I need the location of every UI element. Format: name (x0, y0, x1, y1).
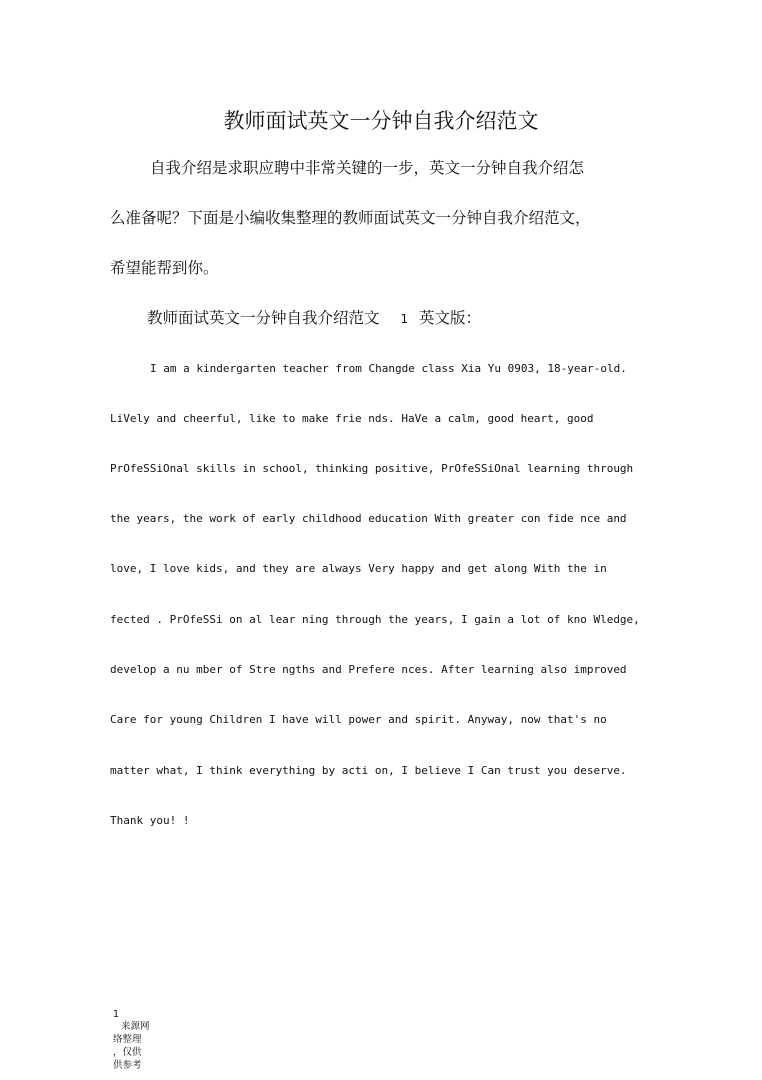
english-line-5: love, I love kids, and they are always Very happy and get along With the in (110, 562, 607, 575)
footer-note-line-2: 络整理 (113, 1034, 142, 1045)
english-line-9: matter what, I think everything by acti on, I believe I Can trust you deserve. (110, 764, 627, 777)
page-number: 1 (113, 1009, 120, 1020)
footer-note-line-3: ，仅供 (113, 1047, 142, 1058)
english-line-6: fected . PrOfeSSi on al lear ning through the years, I gain a lot of kno Wledge, (110, 613, 640, 626)
footer-note-line-4: 供参考 (113, 1060, 142, 1071)
english-line-1: I am a kindergarten teacher from Changde class Xia Yu 0903, 18-year-old. (150, 362, 627, 375)
english-line-4: the years, the work of early childhood education With greater con fide nce and (110, 512, 627, 525)
footer-note-line-1: 来源网 (121, 1021, 150, 1032)
english-line-10: Thank you! ! (110, 814, 190, 827)
intro-line-3: 希望能帮到你。 (110, 259, 219, 277)
intro-line-1: 自我介绍是求职应聘中非常关键的一步，英文一分钟自我介绍怎 (150, 159, 585, 177)
english-line-7: develop a nu mber of Stre ngths and Prefere nces. After learning also improved (110, 663, 627, 676)
document-title: 教师面试英文一分钟自我介绍范文 (223, 109, 539, 133)
section-number: 1 (400, 312, 409, 326)
section-subheading: 英文版： (419, 309, 482, 327)
english-line-2: LiVely and cheerful, like to make frie nds. HaVe a calm, good heart, good (110, 412, 594, 425)
english-line-3: PrOfeSSiOnal skills in school, thinking positive, PrOfeSSiOnal learning through (110, 462, 634, 475)
section-heading (147, 307, 481, 330)
english-line-8: Care for young Children I have will power and spirit. Anyway, now that's no (110, 713, 607, 726)
section-heading-text: 教师面试英文一分钟自我介绍范文 (147, 309, 380, 327)
intro-line-2: 么准备呢？下面是小编收集整理的教师面试英文一分钟自我介绍范文， (110, 209, 591, 227)
